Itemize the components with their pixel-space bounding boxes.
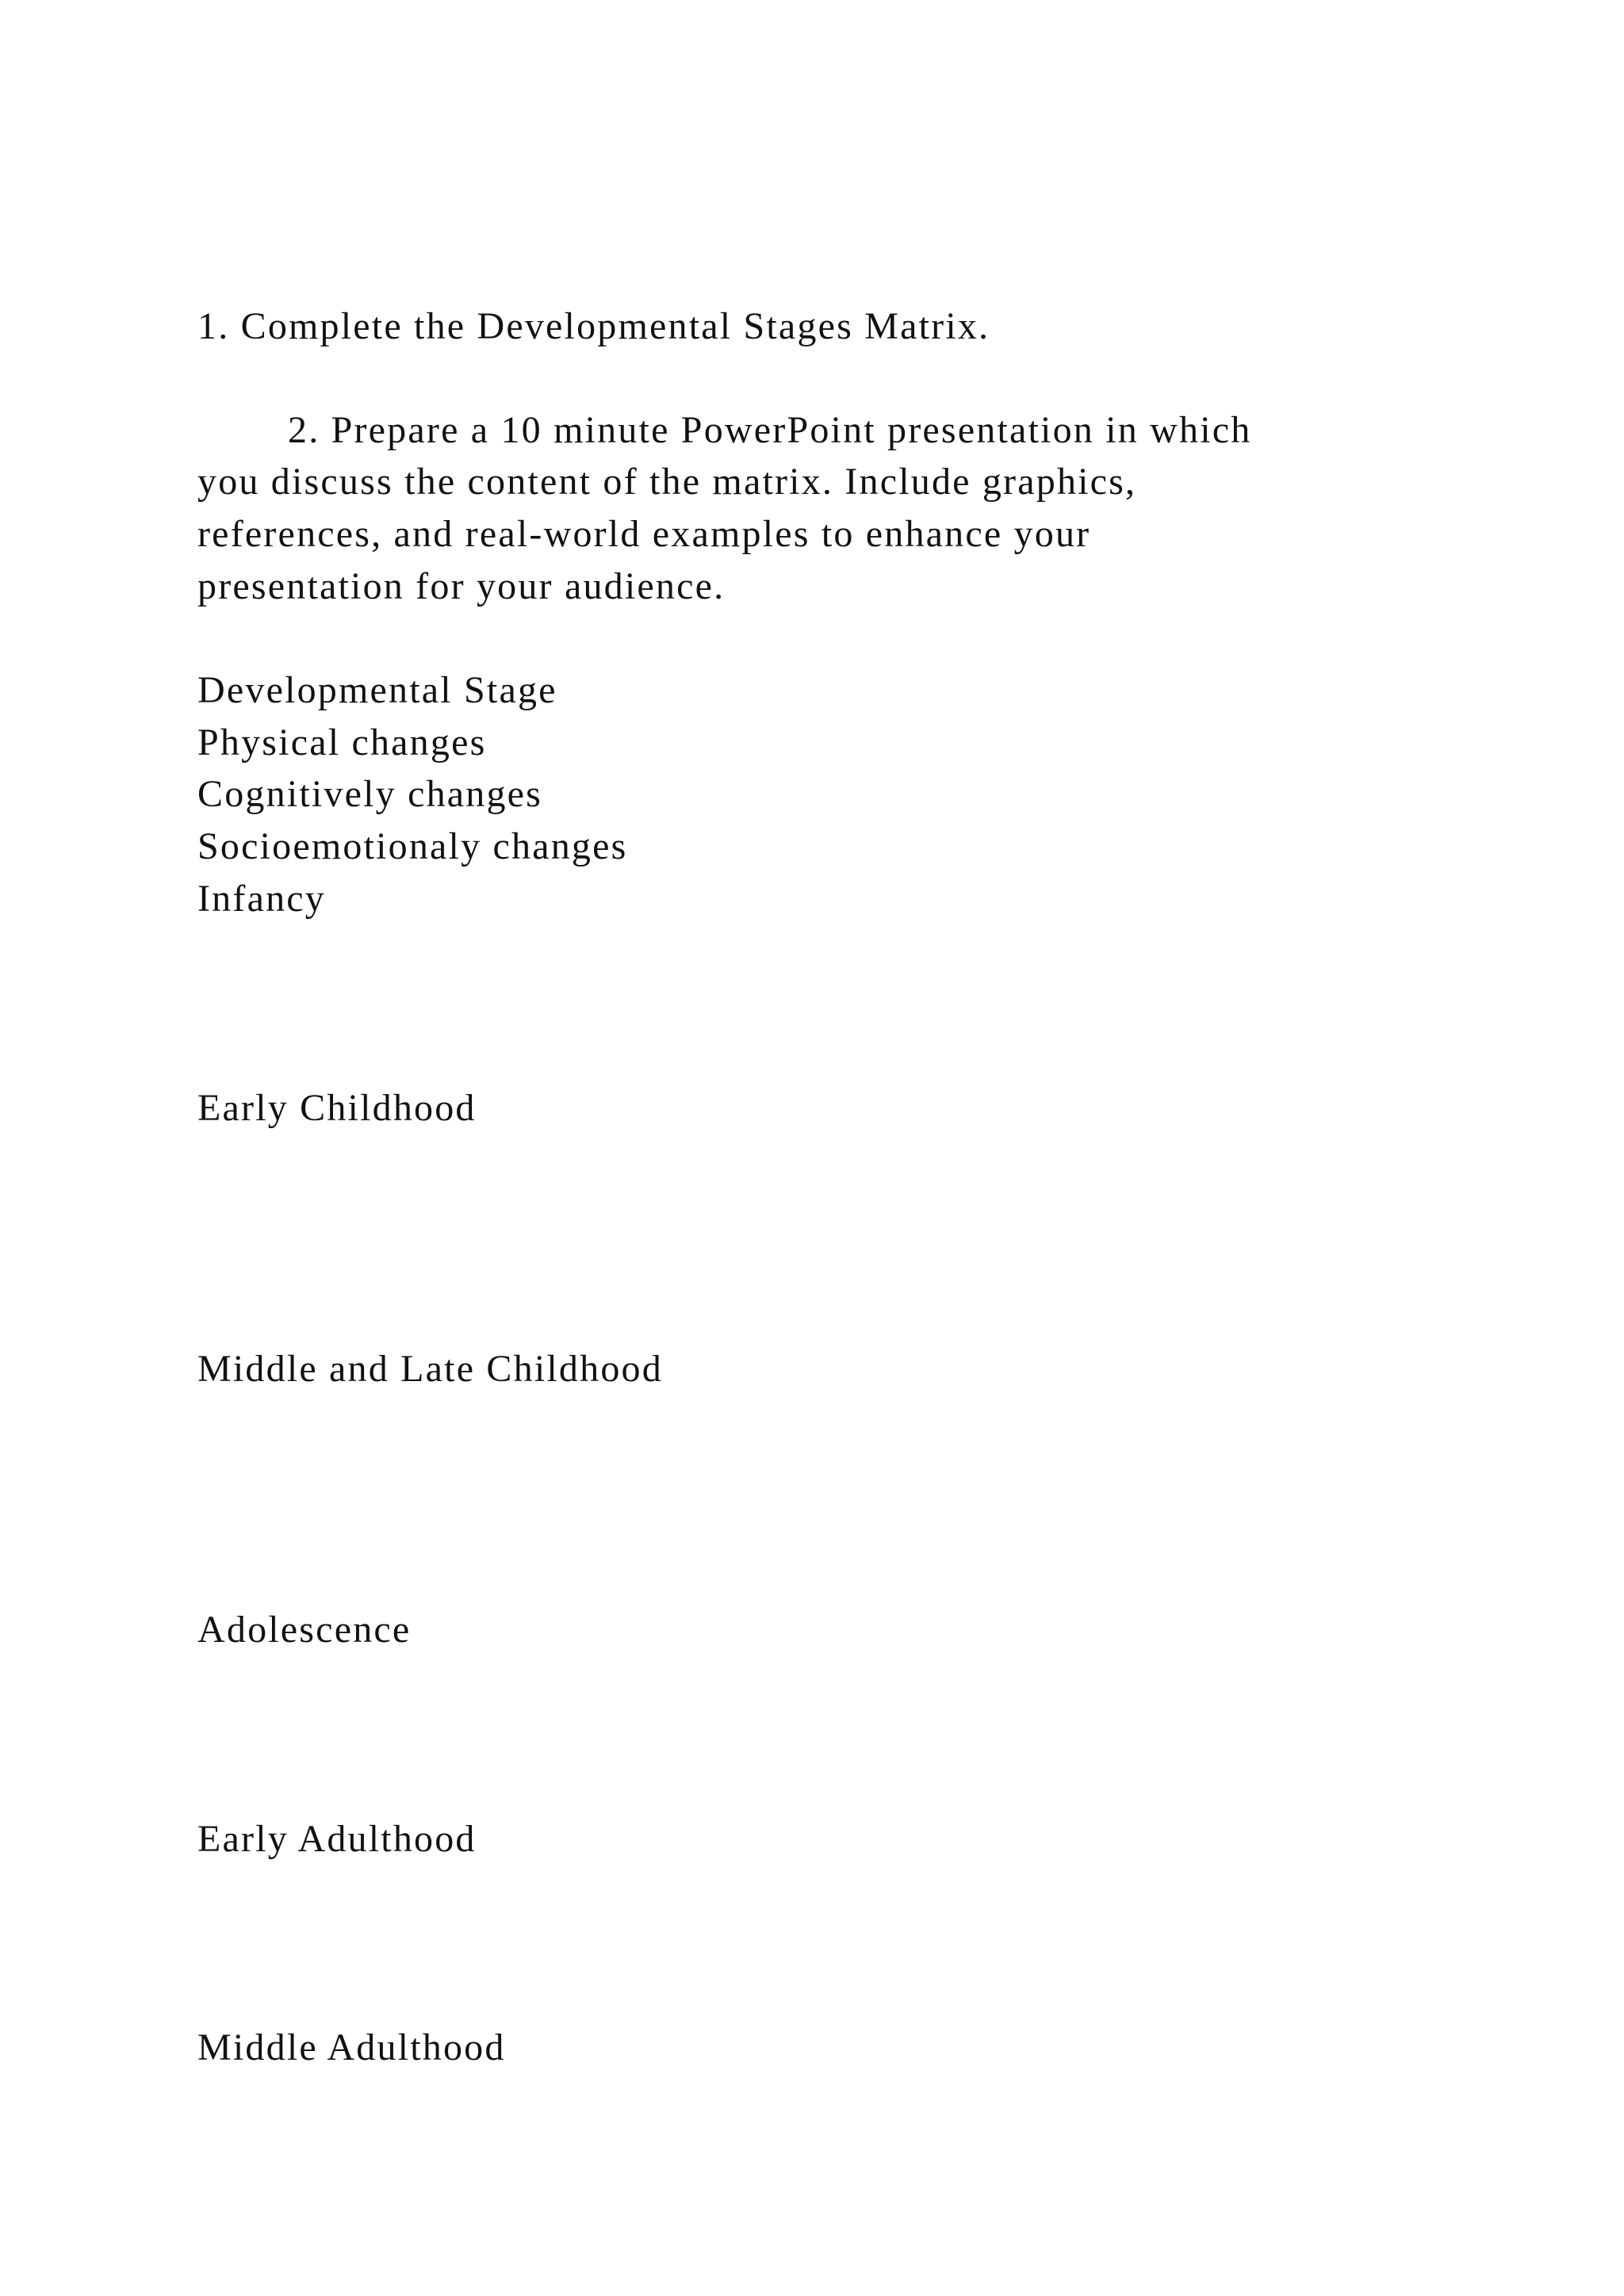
matrix-header-physical-changes: Physical changes	[197, 721, 487, 763]
stage-infancy: Infancy	[197, 878, 326, 920]
stage-adolescence: Adolescence	[197, 1609, 412, 1651]
stage-middle-adulthood: Middle Adulthood	[197, 2026, 506, 2068]
matrix-header-socioemotionaly-changes: Socioemotionaly changes	[197, 825, 628, 867]
instruction-item-2-line-3: references, and real-world examples to enhance your	[197, 513, 1091, 555]
instruction-item-2-line-1: 2. Prepare a 10 minute PowerPoint presentation in which	[288, 409, 1252, 451]
stage-middle-and-late-childhood: Middle and Late Childhood	[197, 1348, 663, 1390]
stage-early-childhood: Early Childhood	[197, 1087, 477, 1129]
instruction-item-2-line-2: you discuss the content of the matrix. Include graphics,	[197, 461, 1137, 503]
matrix-header-cognitively-changes: Cognitively changes	[197, 773, 543, 815]
instruction-item-2-line-4: presentation for your audience.	[197, 565, 726, 607]
matrix-header-developmental-stage: Developmental Stage	[197, 669, 557, 711]
instruction-item-1: 1. Complete the Developmental Stages Matrix.	[197, 305, 990, 347]
stage-early-adulthood: Early Adulthood	[197, 1818, 477, 1860]
